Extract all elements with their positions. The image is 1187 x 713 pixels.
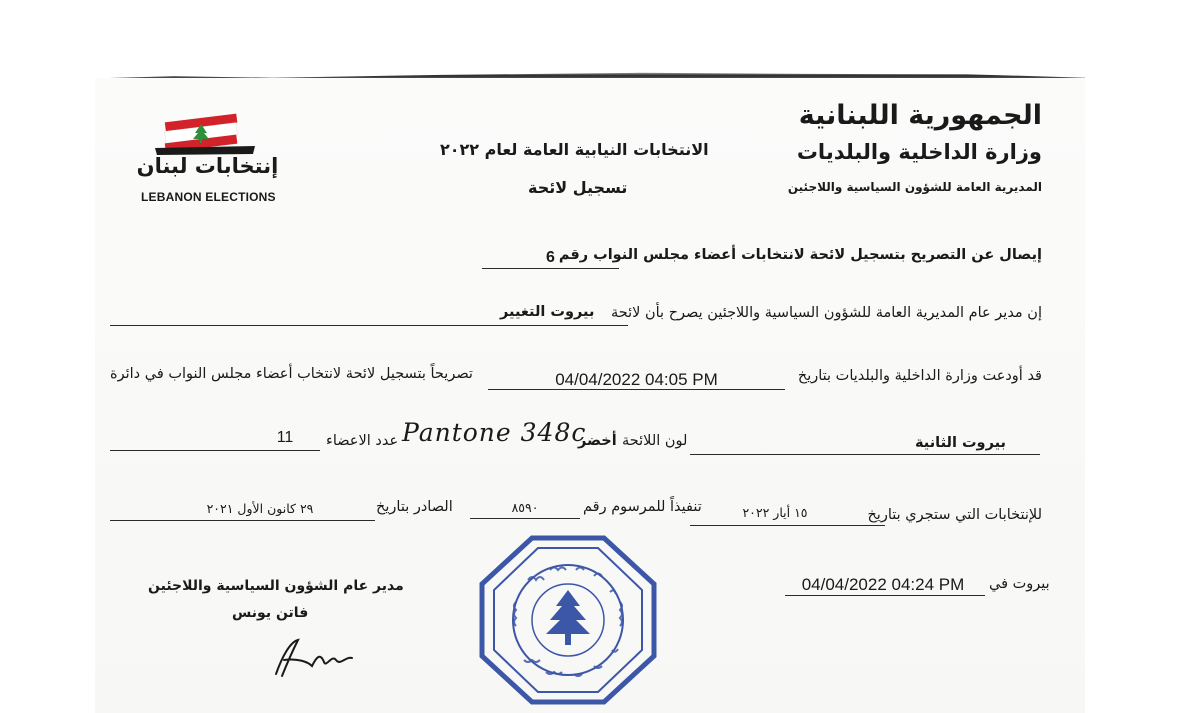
members-count: 11 [276, 429, 294, 446]
elections-label: للإنتخابات التي ستجري بتاريخ [867, 507, 1042, 523]
district-line [690, 454, 1040, 455]
district-name: بيروت الثانية [915, 435, 1006, 451]
elections-date: ١٥ أيار ٢٠٢٢ [742, 505, 808, 520]
color-value: أخضر [578, 433, 617, 449]
list-name: بيروت التغيير [500, 304, 595, 320]
decree-label: تنفيذاً للمرسوم رقم [583, 499, 702, 515]
logo-english-text: LEBANON ELECTIONS [141, 190, 276, 204]
color-label: لون اللائحة [622, 433, 688, 449]
signatory-title: مدير عام الشؤون السياسية واللاجئين [148, 578, 404, 594]
issued-date: ٢٩ كانون الأول ٢٠٢١ [206, 501, 314, 516]
deposit-datetime: 04/04/2022 04:05 PM [555, 370, 718, 389]
directorate-title: المديرية العامة للشؤون السياسية واللاجئين [787, 180, 1042, 194]
handwritten-signature [268, 632, 363, 682]
issued-label: الصادر بتاريخ [376, 499, 453, 515]
receipt-number: 6 [546, 249, 555, 266]
ministry-title: وزارة الداخلية والبلديات [796, 140, 1042, 164]
decree-number-line [470, 518, 580, 519]
issued-date-line [110, 520, 375, 521]
elections-date-line [690, 525, 885, 526]
document-subtitle: تسجيل لائحة [528, 178, 628, 197]
members-count-line [110, 450, 320, 451]
logo-arabic-text: إنتخابات لبنان [136, 154, 279, 178]
signed-datetime-line [785, 595, 985, 596]
signed-datetime: 04/04/2022 04:24 PM [801, 575, 965, 594]
color-handwritten: Pantone 348c [402, 418, 587, 447]
deposit-label-end: تصريحاً بتسجيل لائحة لانتخاب أعضاء مجلس النواب في دائرة [110, 366, 473, 382]
members-label: عدد الاعضاء [326, 433, 399, 449]
receipt-label: إيصال عن التصريح بتسجيل لائحة لانتخابات أعضاء مجلس النواب رقم [558, 247, 1042, 263]
official-stamp [476, 532, 660, 708]
cedar-tree-icon [546, 590, 590, 645]
place-label: بيروت في [989, 576, 1050, 592]
lebanon-elections-logo [135, 108, 280, 208]
decree-number: ٨٥٩٠ [511, 500, 539, 515]
list-name-line [110, 325, 628, 326]
republic-title: الجمهورية اللبنانية [798, 100, 1042, 131]
signatory-name: فاتن يونس [232, 605, 309, 621]
document-title: الانتخابات النيابية العامة لعام ٢٠٢٢ [440, 140, 709, 159]
receipt-number-line [482, 268, 619, 269]
deposit-label-start: قد أودعت وزارة الداخلية والبلديات بتاريخ [797, 368, 1042, 384]
declaration-label: إن مدير عام المديرية العامة للشؤون السياسية واللاجئين يصرح بأن لائحة [610, 305, 1042, 321]
